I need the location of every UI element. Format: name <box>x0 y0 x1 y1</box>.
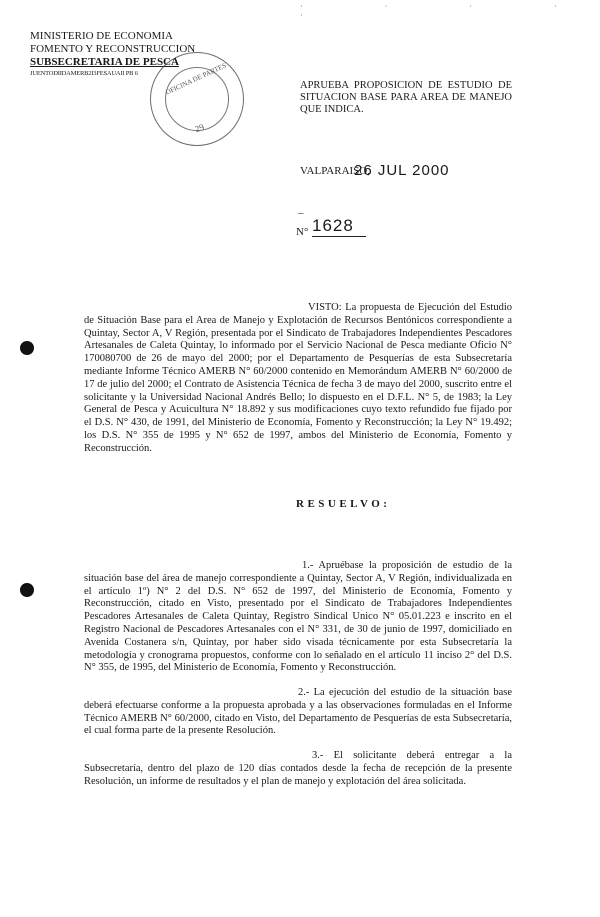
stamp-text-bottom: 29 <box>193 121 206 135</box>
ministry-name-line2: FOMENTO Y RECONSTRUCCION <box>30 43 196 55</box>
number-underline <box>312 236 366 237</box>
resolution-paragraph-3: 3.- El solicitante deberá entregar a la Subsecretaría, dentro del plazo de 120 días contados desde la fecha de recepción de la presente Resolución, un informe de resultados y el plan de manejo y explotación del área solicitada. <box>84 750 512 787</box>
punch-hole-bottom <box>20 583 34 597</box>
resolution-paragraph-1: 1.- Apruébase la proposición de estudio de la situación base del área de manejo correspondiente a Quintay, Sector A, V Región, individualizada en el artículo 1º) N° 2 del D.S. N° 652 de 1997, del Ministerio de Economía, Fomento y Reconstrucción, citado en Visto, presentado por el Sindicato de Trabajadores Independientes Pescadores Artesanales de Caleta Quintay, Registro Sindical Unico N° 05.01.223 e inscrito en el Registro Nacional de Pescadores Artesanales con el N° 331, de 30 de junio de 1997, domiciliado en Avenida Costanera s/n, Quintay, por haber sido visada técnicamente por esta Subsecretaría la metodología y cronograma propuestos, conforme con lo señalado en el artículo 11 inciso 2° del D.S. N° 355, de 1995, del Ministerio de Economía, Fomento y Reconstrucción. <box>84 560 512 674</box>
stamp-text-top: OFICINA DE PARTES <box>164 61 228 97</box>
document-date: 26 JUL 2000 <box>354 162 450 179</box>
resolution-number: 1628 <box>312 216 354 235</box>
punch-hole-top <box>20 341 34 355</box>
resolution-paragraph-2: 2.- La ejecución del estudio de la situación base deberá efectuarse conforme a la propuesta aprobada y a las observaciones formuladas en el Informe Técnico AMERB N° 60/2000, citado en Visto, del Departamento de Pesquerías de esta Subsecretaría, el cual forma parte de la presente Resolución. <box>84 687 512 737</box>
number-dash: – <box>298 207 304 219</box>
document-subject: APRUEBA PROPOSICION DE ESTUDIO DE SITUACION BASE PARA AREA DE MANEJO QUE INDICA. <box>300 80 512 115</box>
reference-code: JUENTODIIDAMERB2I3FESAUAII PB 6 <box>30 70 138 77</box>
ministry-name: MINISTERIO DE ECONOMIA <box>30 30 173 42</box>
scan-marks: · · · · · <box>300 2 597 20</box>
number-label: N° <box>296 226 309 238</box>
visto-paragraph: VISTO: La propuesta de Ejecución del Estudio de Situación Base para el Area de Manejo y Explotación de Recursos Bentónicos correspondiente a Quintay, Sector A, V Región, presentada por el Sindicato de Trabajadores Independientes Pescadores Artesanales de Caleta Quintay, lo informado por el Servicio Nacional de Pesca mediante Oficio N° 170080700 de 26 de mayo del 2000; por el Departamento de Pesquerías de esta Subsecretaría mediante Informe Técnico AMERB N° 60/2000 contenido en Memorándum AMERB N° 60/2000 de 17 de julio del 2000; el Contrato de Asistencia Técnica de fecha 3 de mayo del 2000, suscrito entre el solicitante y la Universidad Nacional Andrés Bello; lo dispuesto en el D.F.L. N° 5, de 1983; la Ley General de Pesca y Acuicultura N° 18.892 y sus modificaciones cuyo texto refundido fue fijado por el D.S. N° 430, de 1991, del Ministerio de Economía, Fomento y Reconstrucción; la Ley N° 19.492; los D.S. N° 355 de 1995 y N° 652 de 1997, ambos del Ministerio de Economía, Fomento y Reconstrucción. <box>84 302 512 454</box>
resuelvo-heading: RESUELVO: <box>296 498 391 510</box>
official-stamp <box>150 52 244 146</box>
document-place: VALPARAISO, <box>300 165 370 177</box>
subsecretaria-name: SUBSECRETARIA DE PESCA <box>30 56 179 68</box>
